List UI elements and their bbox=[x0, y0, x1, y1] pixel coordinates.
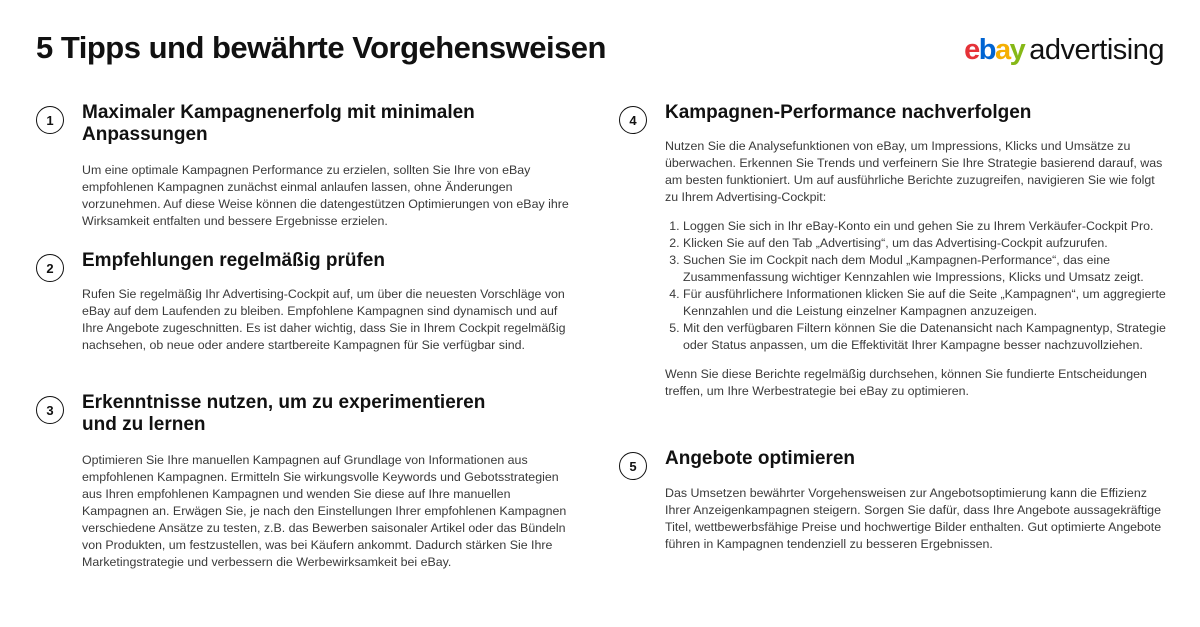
tip-body bbox=[82, 286, 572, 354]
tip-outro-text: Wenn Sie diese Berichte regelmäßig durchsehen, können Sie fundierte Entscheidungen treffen, um Ihre Werbestrategie bei eBay zu optimieren. bbox=[665, 367, 1147, 398]
tip-number-badge: 2 bbox=[36, 254, 64, 282]
tip-body bbox=[665, 138, 1167, 400]
tip-heading: Empfehlungen regelmäßig prüfen bbox=[82, 250, 385, 271]
tip-body-text: Optimieren Sie Ihre manuellen Kampagnen auf Grundlage von Informationen aus empfohlenen Kampagnen. Ermitteln Sie wirkungsvolle Keywords und Gebotsstrategien aus Ihren empfohlenen Kampagnen und wenden Sie diese auf Ihre manuellen Kampagnen an. Erwägen Sie, je nach den Einstellungen Ihrer empfohlenen Kampagnen verschiedene Ansätze zu testen, z.B. das Bewerben saisonaler Artikel oder das Bündeln von Produkten, um festzustellen, was bei Käufern ankommt. Dadurch stärken Sie Ihre Marketingstrategie und verbessern die Werbewirksamkeit bei eBay. bbox=[82, 453, 567, 569]
tip-body bbox=[82, 452, 572, 571]
logo-letter-y: y bbox=[1009, 34, 1025, 66]
page-title: 5 Tipps und bewährte Vorgehensweisen bbox=[36, 30, 606, 65]
tip-heading: Angebote optimieren bbox=[665, 448, 856, 469]
step-item: 5. Mit den verfügbaren Filtern können Sie die Datenansicht nach Kampagnentyp, Strategie oder Status anpassen, um die Effektivität Ihrer Kampagne besser nachzuvollziehen. bbox=[683, 320, 1167, 354]
step-item: 4. Für ausführlichere Informationen klicken Sie auf die Seite „Kampagnen“, um aggregierte Kennzahlen und die Leistung einzelner Kampagnen anzuzeigen. bbox=[683, 286, 1167, 320]
tip-body bbox=[665, 485, 1167, 553]
step-item: 2. Klicken Sie auf den Tab „Advertising“, um das Advertising-Cockpit aufzurufen. bbox=[683, 235, 1167, 252]
tip-body-text: Das Umsetzen bewährter Vorgehensweisen zur Angebotsoptimierung kann die Effizienz Ihrer Anzeigenkampagnen steigern. Sorgen Sie dafür, dass Ihre Angebote aussagekräftige Titel, wettbewerbsfähige Preise und hochwertige Bilder enthalten. Gut optimierte Angebote führen in Kampagnen tendenziell zu besseren Ergebnissen. bbox=[665, 486, 1162, 551]
step-item: 3. Suchen Sie im Cockpit nach dem Modul „Kampagnen-Performance“, das eine Zusammenfassung wichtiger Kennzahlen wie Impressions, Klicks und Umsatz zeigt. bbox=[683, 252, 1167, 286]
logo-letter-e: e bbox=[964, 34, 979, 66]
tip-number-badge: 1 bbox=[36, 106, 64, 134]
tip-intro-text: Nutzen Sie die Analysefunktionen von eBay, um Impressions, Klicks und Umsätze zu überwachen. Erkennen Sie Trends und verfeinern Sie Ihre Strategie basierend darauf, was am besten funktioniert. Um auf ausführliche Berichte zuzugreifen, navigieren Sie wie folgt zu Ihrem Advertising-Cockpit: bbox=[665, 139, 1163, 204]
tip-number-badge: 3 bbox=[36, 396, 64, 424]
step-item: 1. Loggen Sie sich in Ihr eBay-Konto ein und gehen Sie zu Ihrem Verkäufer-Cockpit Pro. bbox=[683, 218, 1167, 235]
tip-body-text: Um eine optimale Kampagnen Performance zu erzielen, sollten Sie Ihre von eBay empfohlenen Kampagnen zunächst einmal anlaufen lassen, ohne Änderungen vorzunehmen. Auf diese Weise können die datengestützen Optimierungen von eBay ihre Wirksamkeit entfalten und bessere Ergebnisse erzielen. bbox=[82, 163, 569, 228]
tip-number-badge: 4 bbox=[619, 106, 647, 134]
tip-body-text: Rufen Sie regelmäßig Ihr Advertising-Cockpit auf, um über die neuesten Vorschläge von eBay auf dem Laufenden zu bleiben. Empfohlene Kampagnen sind dynamisch und auf Ihre Angebote zugeschnitten. Es ist daher wichtig, dass Sie in Ihrem Cockpit regelmäßig nachsehen, ob neue oder andere startbereite Kampagnen für Sie verfügbar sind. bbox=[82, 287, 566, 352]
logo-advertising-text: advertising bbox=[1029, 34, 1164, 66]
tip-heading: Maximaler Kampagnenerfolg mit minimalen Anpassungen bbox=[82, 102, 475, 145]
tip-heading: Kampagnen-Performance nachverfolgen bbox=[665, 102, 1032, 123]
tip-heading: Erkenntnisse nutzen, um zu experimentieren und zu lernen bbox=[82, 392, 486, 435]
ebay-advertising-logo bbox=[964, 34, 1164, 67]
logo-letter-a: a bbox=[994, 34, 1010, 66]
steps-list bbox=[683, 218, 1167, 354]
tip-body bbox=[82, 162, 572, 230]
tip-number-badge: 5 bbox=[619, 452, 647, 480]
logo-letter-b: b bbox=[978, 34, 995, 66]
ebay-wordmark bbox=[964, 34, 1024, 67]
